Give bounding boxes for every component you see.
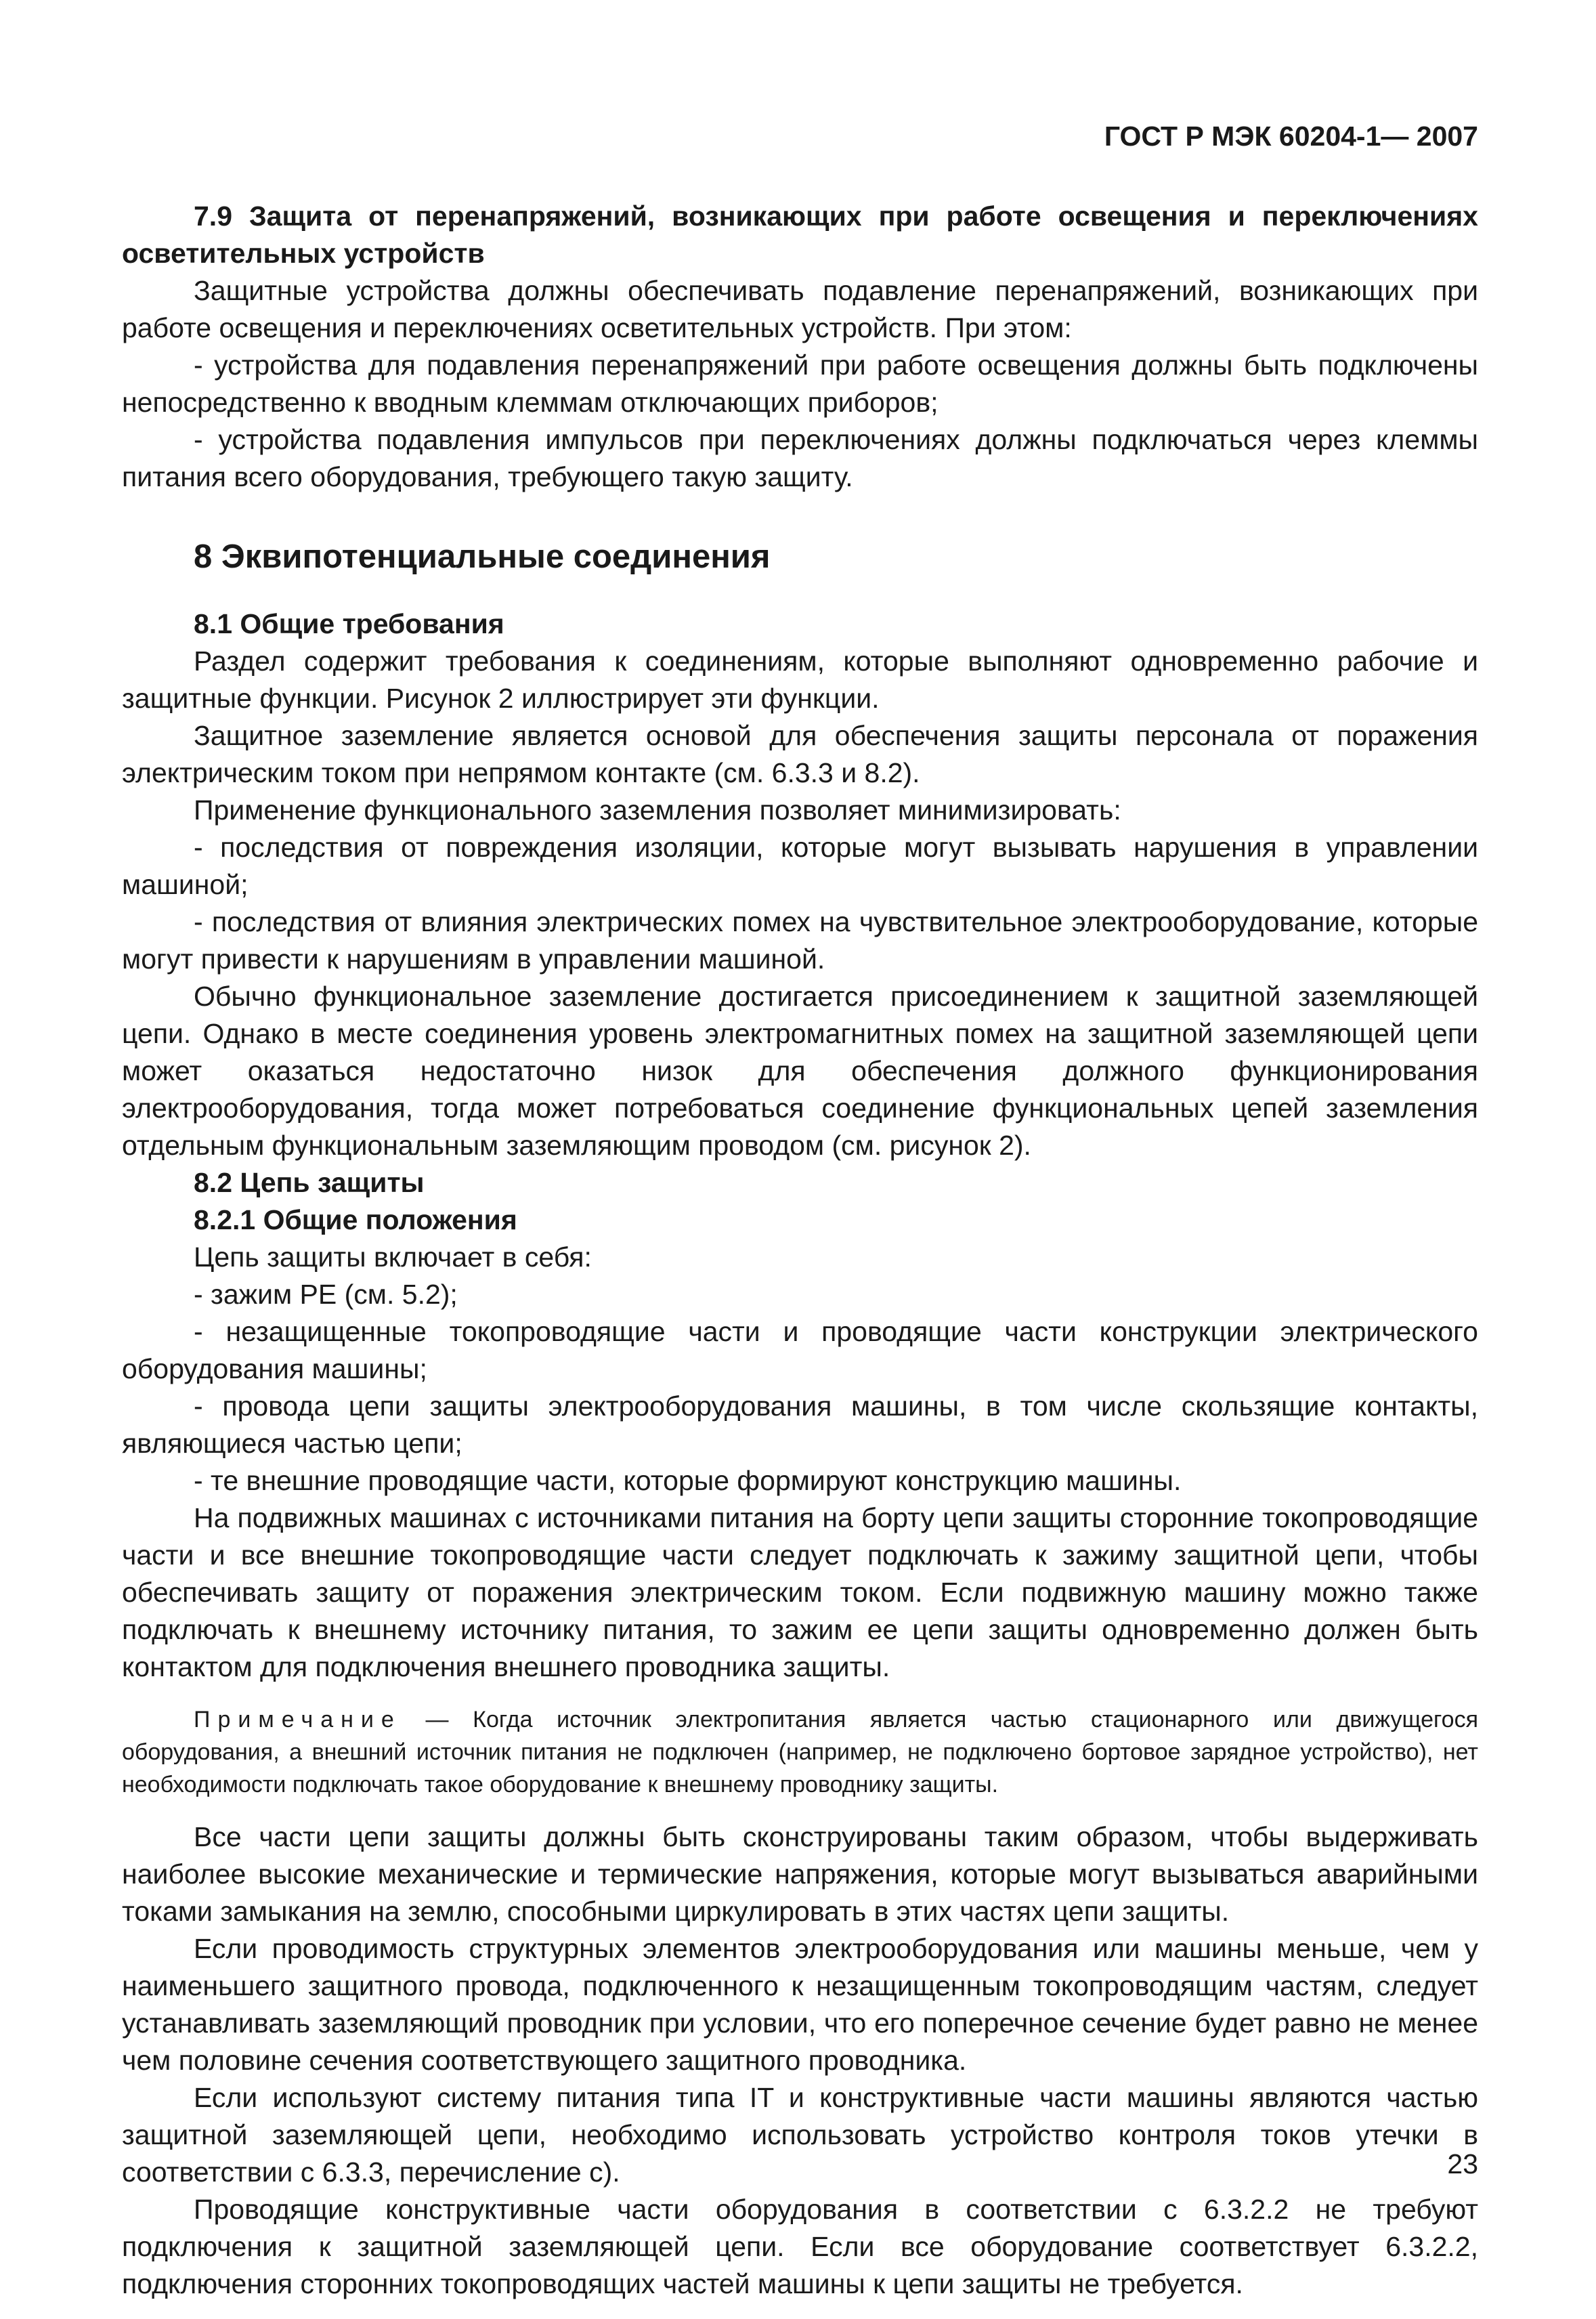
- page-number: 23: [1447, 2148, 1478, 2179]
- section-8-2-1-list-item: - те внешние проводящие части, которые формируют конструкцию машины.: [194, 1465, 1182, 1496]
- document-code-header: ГОСТ Р МЭК 60204-1— 2007: [1104, 121, 1478, 152]
- section-8-1-heading: 8.1 Общие требования: [194, 608, 504, 639]
- section-7-9-paragraph: Защитные устройства должны обеспечивать подавление перенапряжений, возникающих при работе освещения и переключениях осветительных устройств. При этом:: [122, 275, 1478, 343]
- section-8-1-paragraph: Защитное заземление является основой для обеспечения защиты персонала от поражения электрическим током при непрямом контакте (см. 6.3.3 и 8.2).: [122, 720, 1478, 788]
- section-8-2-1-paragraph: Проводящие конструктивные части оборудования в соответствии с 6.3.2.2 не требуют подключения к защитной заземляющей цепи. Если все оборудование соответствует 6.3.2.2, подключения сторонних токопроводящих частей машины к цепи защиты не требуется.: [122, 2194, 1478, 2299]
- section-8-1-paragraph: Раздел содержит требования к соединениям, которые выполняют одновременно рабочие и защитные функции. Рисунок 2 иллюстрирует эти функции.: [122, 645, 1478, 714]
- section-8-2-heading: 8.2 Цепь защиты: [194, 1167, 425, 1198]
- section-8-2-1-list-item: - провода цепи защиты электрооборудования машины, в том числе скользящие контакты, являющиеся частью цепи;: [122, 1390, 1478, 1459]
- note-block: [122, 1703, 1478, 1801]
- section-8-2-1-paragraph: Все части цепи защиты должны быть сконструированы таким образом, чтобы выдерживать наиболее высокие механические и термические напряжения, которые могут вызываться аварийными токами замыкания на землю, способными циркулировать в этих частях цепи защиты.: [122, 1821, 1478, 1927]
- section-8-2-1-paragraph: На подвижных машинах с источниками питания на борту цепи защиты сторонние токопроводящие части и все внешние токопроводящие части следует подключать к зажиму защитной цепи, чтобы обеспечивать защиту от поражения электрическим током. Если подвижную машину можно также подключать к внешнему источнику питания, то зажим ее цепи защиты одновременно должен быть контактом для подключения внешнего проводника защиты.: [122, 1502, 1478, 1682]
- section-8-1-paragraph: Применение функционального заземления позволяет минимизировать:: [194, 794, 1121, 826]
- section-8-2-1-list-item: - незащищенные токопроводящие части и проводящие части конструкции электрического оборудования машины;: [122, 1316, 1478, 1384]
- section-8-2-1-paragraph: Цепь защиты включает в себя:: [194, 1241, 592, 1273]
- section-8-1-paragraph: Обычно функциональное заземление достигается присоединением к защитной заземляющей цепи. Однако в месте соединения уровень электромагнитных помех на защитной заземляющей цепи может оказаться недостаточно низок для обеспечения должного функционирования электрооборудования, тогда может потребоваться соединение функциональных цепей заземления отдельным функциональным заземляющим проводом (см. рисунок 2).: [122, 981, 1478, 1161]
- document-body: [122, 198, 1478, 2303]
- section-8-1-list-item: - последствия от влияния электрических помех на чувствительное электрооборудование, которые могут привести к нарушениям в управлении машиной.: [122, 906, 1478, 975]
- section-8-2-1-paragraph: Если используют систему питания типа IT и конструктивные части машины являются частью защитной заземляющей цепи, необходимо использовать устройство контроля токов утечки в соответствии с 6.3.3, перечисление с).: [122, 2082, 1478, 2188]
- section-8-2-1-paragraph: Если проводимость структурных элементов электрооборудования или машины меньше, чем у наименьшего защитного провода, подключенного к незащищенным токопроводящим частям, следует устанавливать заземляющий проводник при условии, что его поперечное сечение будет равно не менее чем половине сечения соответствующего защитного проводника.: [122, 1933, 1478, 2076]
- section-8-heading: 8 Эквипотенциальные соединения: [194, 538, 771, 575]
- section-7-9-list-item: - устройства для подавления перенапряжений при работе освещения должны быть подключены непосредственно к вводным клеммам отключающих приборов;: [122, 349, 1478, 418]
- section-8-2-1-list-item: - зажим PE (см. 5.2);: [194, 1279, 458, 1310]
- note-label: Примечание: [194, 1707, 402, 1732]
- section-8-1-list-item: - последствия от повреждения изоляции, которые могут вызывать нарушения в управлении машиной;: [122, 832, 1478, 900]
- section-7-9-list-item: - устройства подавления импульсов при переключениях должны подключаться через клеммы питания всего оборудования, требующего такую защиту.: [122, 424, 1478, 492]
- note-text: — Когда источник электропитания является частью стационарного или движущегося оборудования, а внешний источник питания не подключен (например, не подключено бортовое зарядное устройство), нет необходимости подключать такое оборудование к внешнему проводнику защиты.: [122, 1707, 1478, 1797]
- section-7-9-heading: 7.9 Защита от перенапряжений, возникающих при работе освещения и переключениях осветительных устройств: [122, 200, 1478, 269]
- section-8-2-1-heading: 8.2.1 Общие положения: [194, 1204, 517, 1235]
